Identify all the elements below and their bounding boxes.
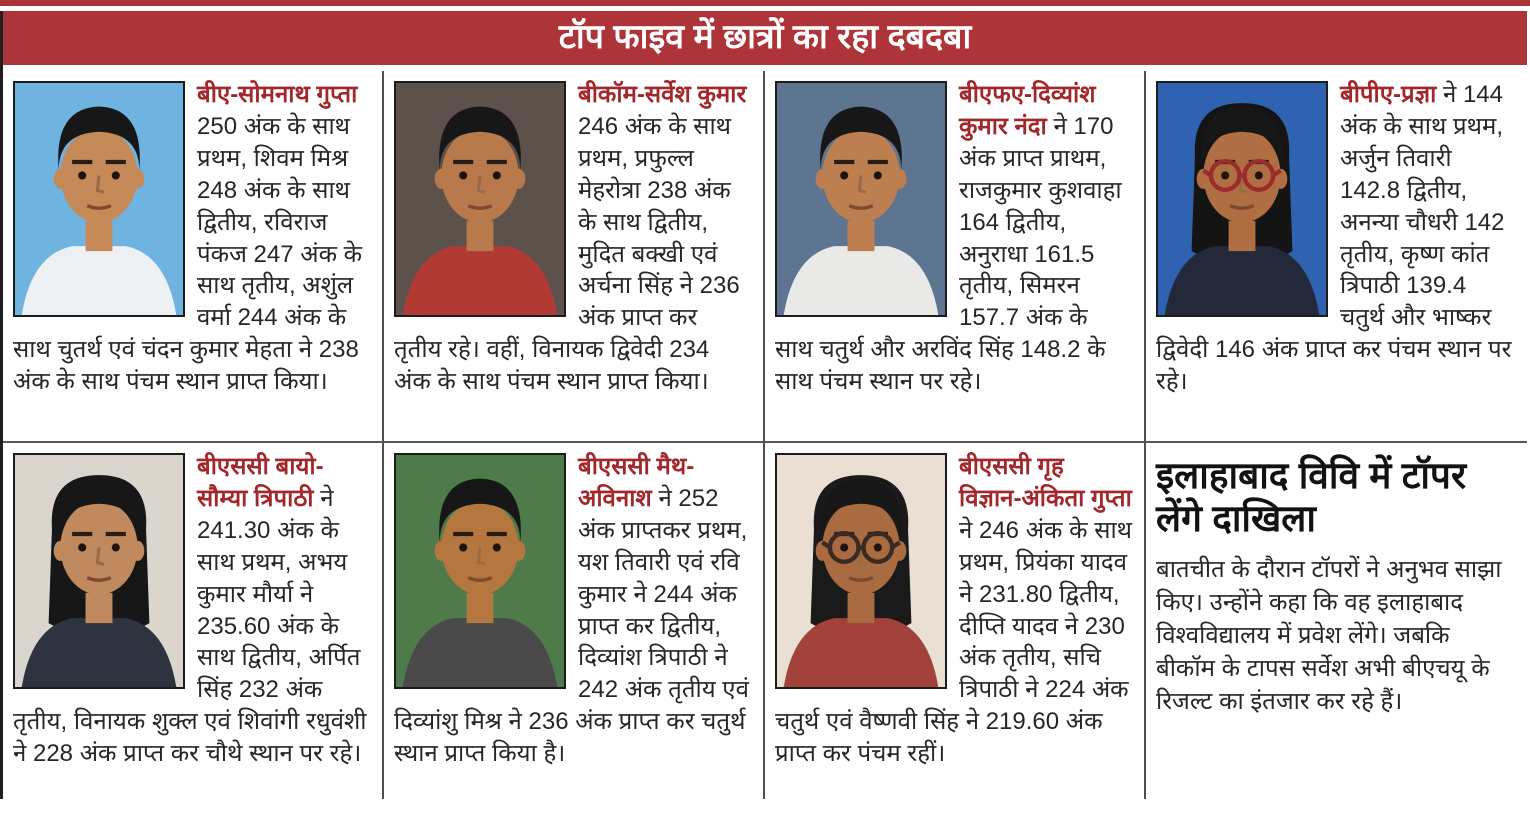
student-portrait-illustration	[777, 83, 945, 315]
student-portrait-illustration	[15, 455, 183, 687]
student-photo	[13, 453, 185, 689]
course-topper-name: बीकॉम-सर्वेश कुमार	[578, 81, 747, 108]
topper-body-text: ने 252 अंक प्राप्तकर प्रथम, यश तिवारी एवं रवि कुमार ने 244 अंक प्राप्त कर द्वितीय, दिव्यांश त्रिपाठी ने 242 अंक तृतीय एवं दिव्यांशु मिश्र ने 236 अंक प्राप्त कर चतुर्थ स्थान प्राप्त किया है।	[394, 484, 749, 768]
topper-cell-bfa	[765, 71, 1146, 443]
student-photo	[394, 81, 566, 317]
student-portrait-illustration	[396, 83, 564, 315]
student-portrait-illustration	[396, 455, 564, 687]
student-portrait-illustration	[1158, 83, 1326, 315]
topper-cell-bsc-bio	[3, 443, 384, 799]
course-topper-name: बीएफए-दिव्यांश कुमार नंदा	[959, 81, 1096, 140]
student-portrait-illustration	[777, 455, 945, 687]
topper-cell-bpa	[1146, 71, 1527, 443]
feature-heading: इलाहाबाद विवि में टॉपर लेंगे दाखिला	[1156, 455, 1467, 539]
article-banner	[3, 11, 1527, 65]
course-topper-name: बीएससी मैथ-अविनाश	[578, 453, 695, 512]
course-topper-name: बीएससी बायो-सौम्या त्रिपाठी	[197, 453, 324, 512]
toppers-grid	[3, 71, 1527, 799]
topper-body-text: 250 अंक के साथ प्रथम, शिवम मिश्र 248 अंक के साथ द्वितीय, रविराज पंकज 247 अंक के साथ तृतीय, अशुंल वर्मा 244 अंक के साथ चुतर्थ एवं चंदन कुमार मेहता ने 238 अंक के साथ पंचम स्थान प्राप्त किया।	[13, 112, 363, 396]
topper-cell-bcom	[384, 71, 765, 443]
topper-body-text: 246 अंक के साथ प्रथम, प्रफुल्ल मेहरोत्रा 238 अंक के साथ द्वितीय, मुदित बक्खी एवं अर्चना सिंह ने 236 अंक प्राप्त कर तृतीय रहे। वहीं, विनायक द्विवेदी 234 अंक के साथ पंचम स्थान प्राप्त किया।	[394, 112, 740, 396]
student-photo	[775, 81, 947, 317]
topper-cell-ba	[3, 71, 384, 443]
course-topper-name: बीए-सोमनाथ गुप्ता	[197, 81, 358, 108]
course-topper-name: बीएससी गृह विज्ञान-अंकिता गुप्ता	[959, 453, 1132, 512]
course-topper-name: बीपीए-प्रज्ञा	[1340, 81, 1437, 108]
top-red-strip	[0, 0, 1530, 6]
topper-body-text: ने 241.30 अंक के साथ प्रथम, अभय कुमार मौर्या ने 235.60 अंक के साथ द्वितीय, अर्पित सिंह 232 अंक तृतीय, विनायक शुक्ल एवं शिवांगी रधुवंशी ने 228 अंक प्राप्त कर चौथे स्थान पर रहे।	[13, 484, 367, 768]
article-frame	[0, 11, 1527, 799]
topper-body-text: ने 170 अंक प्राप्त प्राथम, राजकुमार कुशवाहा 164 द्वितीय, अनुराधा 161.5 तृतीय, सिमरन 157.7 अंक के साथ चतुर्थ और अरविंद सिंह 148.2 के साथ पंचम स्थान पर रहे।	[775, 112, 1122, 396]
student-photo	[1156, 81, 1328, 317]
banner-title: टॉप फाइव में छात्रों का रहा दबदबा	[558, 18, 972, 56]
student-photo	[394, 453, 566, 689]
topper-body-text: ने 144 अंक के साथ प्रथम, अर्जुन तिवारी 142.8 द्वितीय, अनन्या चौधरी 142 तृतीय, कृष्ण कांत त्रिपाठी 139.4 चतुर्थ और भाष्कर द्विवेदी 146 अंक प्राप्त कर पंचम स्थान पर रहे।	[1156, 81, 1512, 396]
feature-body-text: बातचीत के दौरान टॉपरों ने अनुभव साझा किए। उन्होंने कहा कि वह इलाहाबाद विश्वविद्यालय में प्रवेश लेंगे। जबकि बीकॉम के टापस सर्वेश अभी बीएचयू के रिजल्ट का इंतजार कर रहे हैं।	[1156, 555, 1502, 716]
feature-note-admission	[1146, 443, 1527, 799]
student-portrait-illustration	[15, 83, 183, 315]
student-photo	[775, 453, 947, 689]
student-photo	[13, 81, 185, 317]
topper-cell-bsc-math	[384, 443, 765, 799]
topper-cell-bsc-home-science	[765, 443, 1146, 799]
topper-body-text: ने 246 अंक के साथ प्रथम, प्रियंका यादव ने 231.80 द्वितीय, दीप्ति यादव ने 230 अंक तृतीय, सचि त्रिपाठी ने 224 अंक चतुर्थ एवं वैष्णवी सिंह ने 219.60 अंक प्राप्त कर पंचम रहीं।	[775, 516, 1133, 768]
